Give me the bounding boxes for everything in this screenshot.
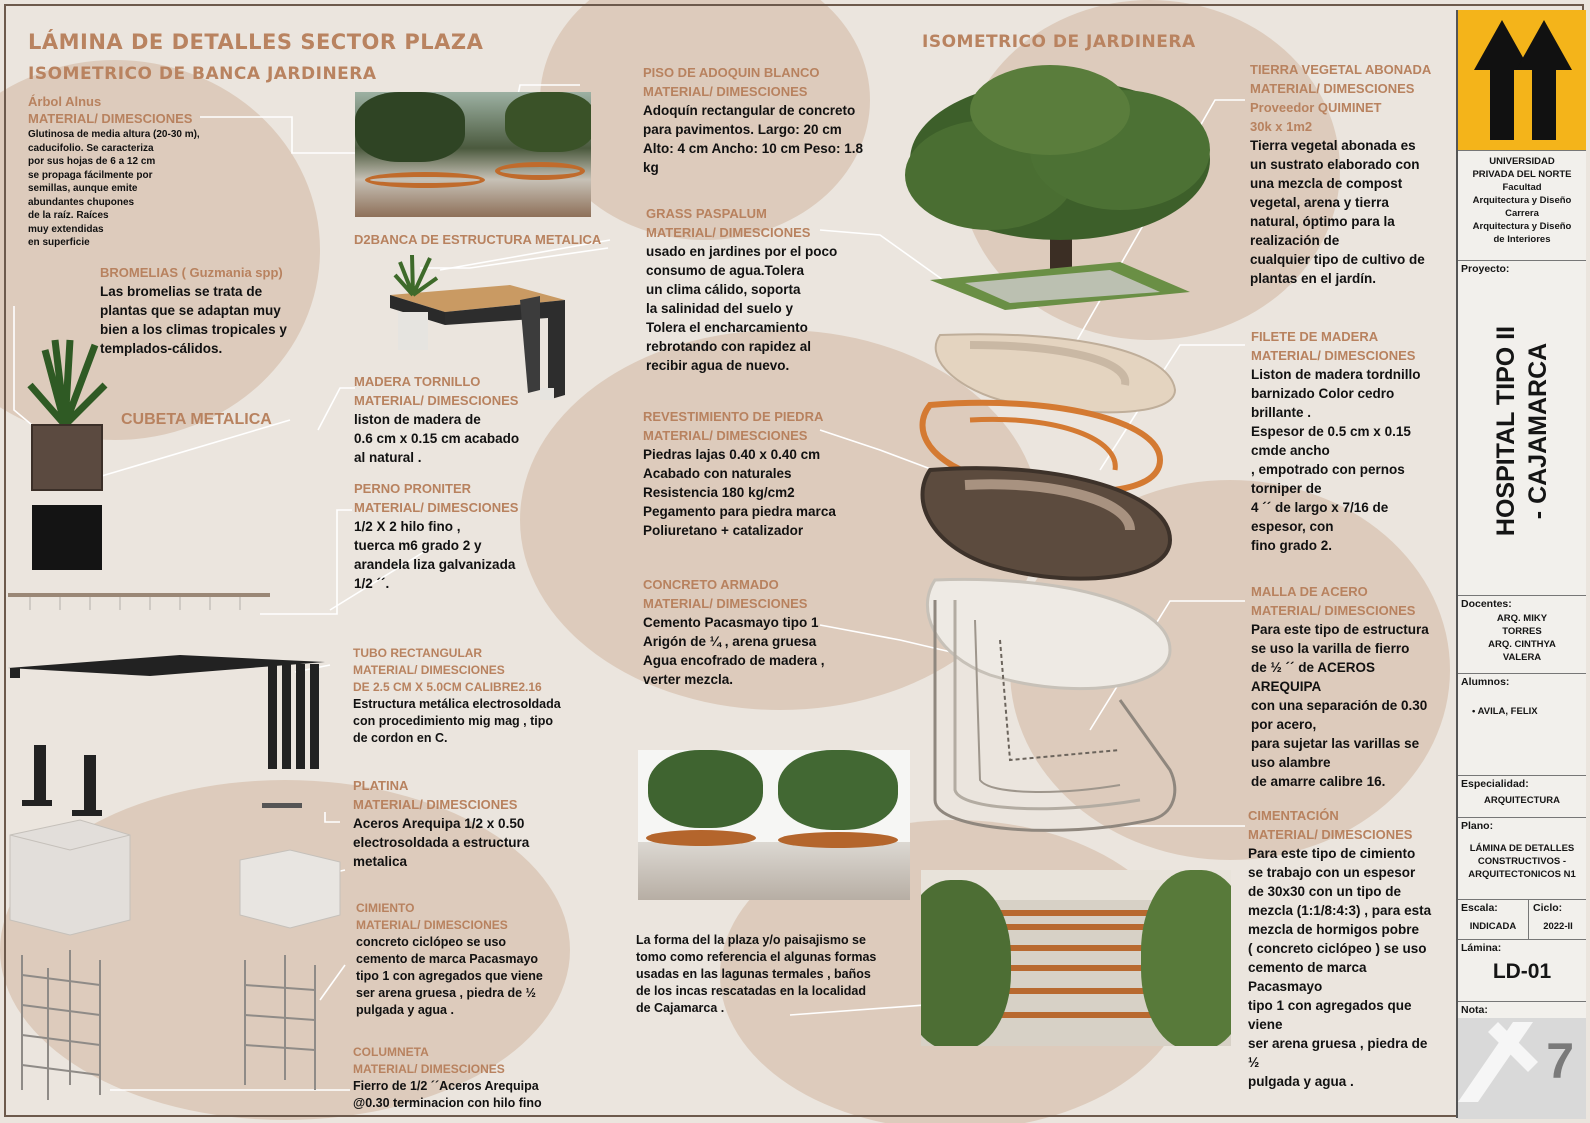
filete-label: MATERIAL/ DIMESCIONES — [1251, 348, 1416, 363]
escala-caption: Escala: — [1461, 902, 1498, 914]
cimentacion-title: CIMENTACIÓN — [1248, 808, 1339, 823]
bromelias-title: BROMELIAS ( Guzmania spp) — [100, 265, 283, 280]
ciclo-caption: Ciclo: — [1533, 902, 1563, 914]
cubeta-label: CUBETA METALICA — [121, 411, 272, 428]
metal-frame-drawing — [8, 655, 325, 816]
project-name: HOSPITAL TIPO II - CAJAMARCA — [1492, 325, 1552, 537]
concreto-title: CONCRETO ARMADO — [643, 577, 779, 592]
left-section-title: ISOMETRICO DE BANCA JARDINERA — [28, 64, 377, 84]
alnus-text: Glutinosa de media altura (20-30 m), caducifolio. Se caracteriza por sus hojas de 6 a 12 cm se propaga fácilmente por semillas, aunque emite abundantes chupones de la raíz. Raíces muy extendidas en superficie — [28, 129, 200, 248]
filete-title: FILETE DE MADERA — [1251, 329, 1379, 344]
concreto-label: MATERIAL/ DIMESCIONES — [643, 596, 808, 611]
cimiento-label: MATERIAL/ DIMESCIONES — [356, 918, 508, 932]
tierra-supplier: Proveedor QUIMINET — [1250, 100, 1382, 115]
piso-title: PISO DE ADOQUIN BLANCO — [643, 65, 820, 80]
planters-render-photo — [638, 750, 910, 900]
malla-label: MATERIAL/ DIMESCIONES — [1251, 603, 1416, 618]
sheet-number: 7 — [1546, 1033, 1574, 1089]
cimiento-title: CIMIENTO — [356, 901, 415, 915]
alnus-title: Árbol Alnus — [28, 94, 102, 109]
grass-label: MATERIAL/ DIMESCIONES — [646, 225, 811, 240]
platina-title: PLATINA — [353, 778, 409, 793]
piso-text: Adoquín rectangular de concreto para pavimentos. Largo: 20 cm Alto: 4 cm Ancho: 10 cm Peso: 1.8 kg — [643, 103, 864, 175]
columneta-text: Fierro de 1/2 ´´Aceros Arequipa @0.30 terminacion con hilo fino — [353, 1079, 542, 1110]
escala-value: INDICADA — [1469, 921, 1517, 932]
tierra-text: Tierra vegetal abonada es un sustrato elaborado con una mezcla de compost vegetal, arena y tierra natural, óptimo para la realización de cualquier tipo de cultivo de plantas en el jardín. — [1250, 138, 1425, 286]
piedra-text: Piedras lajas 0.40 x 0.40 cm Acabado con naturales Resistencia 180 kg/cm2 Pegamento para piedra marca Poliuretano + catalizador — [643, 447, 836, 538]
tierra-title: TIERRA VEGETAL ABONADA — [1250, 62, 1432, 77]
alnus-label: MATERIAL/ DIMESCIONES — [28, 111, 193, 126]
grass-text: usado en jardines por el poco consumo de agua.Tolera un clima cálido, soporta la salinidad del suelo y Tolera el encharcamiento rebrotando con rapidez al recibir agua de nuevo. — [646, 244, 838, 373]
grass-title: GRASS PASPALUM — [646, 206, 767, 221]
d2banca-label: D2BANCA DE ESTRUCTURA METALICA — [354, 232, 602, 247]
arrow-logo-icon — [1458, 10, 1586, 150]
bromelias-text: Las bromelias se trata de plantas que se adaptan muy bien a los climas tropicales y templados-cálidos. — [100, 284, 287, 356]
alumnos-names: • AVILA, FELIX — [1472, 706, 1538, 717]
plano-caption: Plano: — [1461, 820, 1494, 832]
columneta-label: MATERIAL/ DIMESCIONES — [353, 1062, 505, 1076]
platina-text: Aceros Arequipa 1/2 x 0.50 electrosoldada a estructura metalica — [353, 816, 530, 869]
ciclo-value: 2022-II — [1543, 921, 1573, 932]
tubo-dims: DE 2.5 CM X 5.0CM CALIBRE2.16 — [353, 680, 542, 694]
especialidad-value: ARQUITECTURA — [1484, 795, 1560, 806]
platina-label: MATERIAL/ DIMESCIONES — [353, 797, 518, 812]
cimiento-text: concreto ciclópeo se uso cemento de marca Pacasmayo tipo 1 con agregados que viene ser arena gruesa , piedra de ½ pulgada y agua . — [356, 935, 543, 1017]
plaza-note-text: La forma del la plaza y/o paisajismo se tomo como referencia el algunas formas usadas en las lagunas termales , baños de los incas rescatadas en la localidad de Cajamarca . — [636, 933, 877, 1015]
tree-drawing — [905, 65, 1210, 310]
aerial-render-photo — [921, 870, 1231, 1046]
piedra-title: REVESTIMIENTO DE PIEDRA — [643, 409, 824, 424]
filete-text: Liston de madera tordnillo barnizado Color cedro brillante . Espesor de 0.5 cm x 0.15 cmde ancho , empotrado con pernos torniper de 4 ´´ de largo x 7/16 de espesor, con fino grado 2. — [1251, 367, 1421, 553]
lamina-caption: Lámina: — [1461, 942, 1502, 954]
university-logo — [1458, 10, 1586, 150]
cimentacion-label: MATERIAL/ DIMESCIONES — [1248, 827, 1413, 842]
tubo-title: TUBO RECTANGULAR — [353, 646, 483, 660]
tubo-label: MATERIAL/ DIMESCIONES — [353, 663, 505, 677]
project-caption: Proyecto: — [1461, 263, 1510, 275]
university-name: UNIVERSIDAD PRIVADA DEL NORTE Facultad Arquitectura y Diseño Carrera Arquitectura y Diseño de Interiores — [1472, 156, 1572, 245]
alumnos-caption: Alumnos: — [1461, 676, 1510, 688]
especialidad-caption: Especialidad: — [1461, 778, 1529, 790]
perno-label: MATERIAL/ DIMESCIONES — [354, 500, 519, 515]
concreto-text: Cemento Pacasmayo tipo 1 Arigón de ¼ , arena gruesa Agua encofrado de madera , verter mezcla. — [643, 615, 825, 687]
plaza-render-photo — [355, 92, 591, 217]
docentes-caption: Docentes: — [1461, 598, 1512, 610]
bolt-strip-drawing — [8, 593, 270, 610]
sheet-title: LÁMINA DE DETALLES SECTOR PLAZA — [28, 30, 484, 54]
tierra-price: 30k x 1m2 — [1250, 119, 1313, 134]
columneta-title: COLUMNETA — [353, 1045, 429, 1059]
madera-text: liston de madera de 0.6 cm x 0.15 cm acabado al natural . — [354, 412, 520, 465]
perno-text: 1/2 X 2 hilo fino , tuerca m6 grado 2 y arandela liza galvanizada 1/2 ´´. — [354, 519, 516, 591]
right-section-title: ISOMETRICO DE JARDINERA — [922, 32, 1196, 52]
rebar-cage-drawing — [22, 950, 315, 1100]
concrete-footing-drawing — [10, 820, 340, 935]
perno-title: PERNO PRONITER — [354, 481, 472, 496]
planter-exploded — [923, 334, 1176, 830]
plano-value: LÁMINA DE DETALLES CONSTRUCTIVOS - ARQUITECTONICOS N1 — [1468, 843, 1576, 880]
metal-bucket-drawing — [30, 340, 105, 570]
tierra-label: MATERIAL/ DIMESCIONES — [1250, 81, 1415, 96]
nota-caption: Nota: — [1458, 1002, 1586, 1018]
madera-title: MADERA TORNILLO — [354, 374, 481, 389]
piedra-label: MATERIAL/ DIMESCIONES — [643, 428, 808, 443]
title-block — [1456, 10, 1586, 1118]
piso-label: MATERIAL/ DIMESCIONES — [643, 84, 808, 99]
tubo-text: Estructura metálica electrosoldada con procedimiento mig mag , tipo de cordon en C. — [353, 697, 561, 745]
malla-title: MALLA DE ACERO — [1251, 584, 1368, 599]
cimentacion-text: Para este tipo de cimiento se trabajo con un espesor de 30x30 con un tipo de mezcla (1:1/8:4:3) , para esta mezcla de hormigos pobre ( concreto ciclópeo ) se uso cemento de marca Pacasmayo tipo 1 con agregados que viene ser arena gruesa , piedra de ½ pulgada y agua . — [1248, 846, 1432, 1089]
docentes-names: ARQ. MIKY TORRES ARQ. CINTHYA VALERA — [1488, 613, 1556, 663]
lamina-value: LD-01 — [1492, 960, 1552, 983]
malla-text: Para este tipo de estructura se uso la varilla de fierro de ½ ´´ de ACEROS AREQUIPA con una separación de 0.30 por acero, para sujetar las varillas se uso alambre de amarre calibre 16. — [1251, 622, 1429, 789]
madera-label: MATERIAL/ DIMESCIONES — [354, 393, 519, 408]
